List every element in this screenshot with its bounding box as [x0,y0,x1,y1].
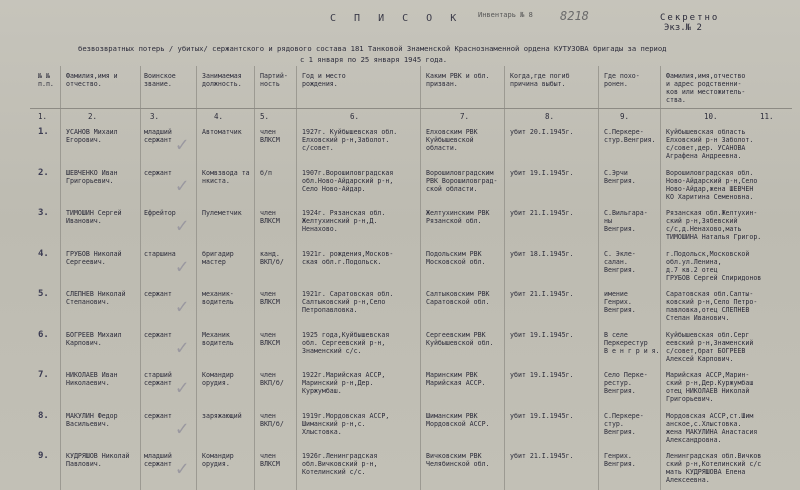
cell-rvk: Вичковским РВК Челябинской обл. [426,452,490,468]
cell-buried: С.Вильгара- ны Венгрия. [604,209,648,233]
cell-when: убит 19.I.1945г. [510,371,574,379]
table-row [0,128,800,172]
cell-kin: Саратовская обл.Салты- ковский р-н,Село Петро- павловка,отец СЛЕПНЕВ Степан Иванович. [666,290,758,322]
cell-rvk: Елховским РВК Куйбышевской области. [426,128,478,152]
cell-rank: младший сержант [144,128,172,144]
cell-party: член ВКП/б/ [260,411,284,428]
column-number: 3. [150,112,160,121]
cell-kin: Ленинградская обл.Вичков ский р-н,Котелинский с/с мать КУДРЯШОВА Елена Алексеевна. [666,452,762,484]
cell-rank: сержант [144,330,172,339]
cell-when: убит 21.I.1945г. [510,209,574,217]
inventory-stamp: Инвентарь № 8 [478,11,533,19]
cell-buried: Село Перке- рестур. Венгрия. [604,371,648,395]
cell-buried: С.Перкере- стур.Венгрия. [604,128,656,144]
checkmark-icon: ✓ [176,132,189,156]
cell-name: ШЕВЧЕНКО Иван Григорьевич. [66,168,118,185]
table-row [0,250,800,294]
cell-rvk: Шиманским РВК Мордовской АССР. [426,411,490,428]
cell-post: механик- водитель [202,290,234,306]
cell-n: 6. [38,329,49,340]
cell-kin: г.Подольск,Московской обл.ул.Ленина, д.7 кв.2 отец ГРУБОВ Сергей Спиридонов [666,249,762,282]
column-number: 10. [704,112,718,121]
column-number: 1. [38,112,48,121]
cell-n: 8. [38,410,49,421]
cell-born: 1926г.Ленинградская обл.Вичковский р-н, Котелинский с/с. [302,452,378,476]
cell-born: 1927г. Куйбышевская обл. Елховский р-н,Заболот. с/совет. [302,128,398,152]
column-header: Год и место рождения. [302,72,346,88]
cell-born: 1919г.Мордовская АССР, Шиманский р-н,с. Хлыстовка. [302,411,390,436]
cell-party: член ВКП/б/ [260,371,284,387]
cell-buried: Генрих. Венгрия. [604,452,636,468]
checkmark-icon: ✓ [176,415,189,440]
cell-rank: сержант [144,290,172,298]
cell-post: Пулеметчик [202,209,242,217]
cell-rvk: Подольским РВК Московской обл. [426,249,486,266]
column-header: Партий- ность [260,72,288,88]
column-header: Фамилия,имя и отчество. [66,72,118,88]
cell-rvk: Салтыковским РВК Саратовской обл. [426,290,490,306]
cell-rank: сержант [144,411,172,420]
column-header: Где похо- ронен. [604,72,640,88]
cell-rvk: Ворошиловградским РВК Ворошиловград- ской области. [426,168,498,193]
cell-party: канд. ВКП/б/ [260,249,284,266]
cell-kin: Марийская АССР,Марин- ский р-н,Дер.Куржумбаш отец НИКОЛАЕВ Николай Григорьевич. [666,371,754,403]
cell-n: 5. [38,289,49,299]
table-row [0,371,800,415]
table-row [0,209,800,253]
column-number: 8. [545,112,555,121]
column-number: 6. [350,112,360,121]
cell-born: 1907г.Ворошиловградская обл.Ново-Айдарский р-н, Село Ново-Айдар. [302,168,394,193]
handwritten-number: 8218 [560,9,589,23]
checkmark-icon: ✓ [176,294,189,318]
cell-rank: старшина [144,249,176,258]
cell-born: 1921г. Саратовская обл. Салтыковский р-н,Село Петропавловка. [302,290,394,314]
cell-rank: Ефрейтор [144,209,176,217]
cell-post: Автоматчик [202,128,242,136]
cell-n: 1. [38,127,49,137]
cell-name: НИКОЛАЕВ Иван Николаевич. [66,371,118,387]
cell-rank: старший сержант [144,371,172,387]
cell-kin: Куйбышевская область Елховский р-н Заболот. с/совет,дер. УСАНОВА Аграфена Андреевна. [666,128,754,160]
cell-born: 1922г.Марийская АССР, Маринский р-н,Дер. Куржумбаш. [302,371,386,395]
table-row [0,290,800,334]
table-row [0,169,800,213]
column-header: Занимаемая должность. [202,72,242,88]
cell-name: ТИМОШИН Сергей Иванович. [66,209,122,225]
cell-rank: младший сержант [144,452,172,468]
header-line-2: с 1 января по 25 января 1945 года. [300,55,448,64]
checkmark-icon: ✓ [176,172,189,197]
table-row [0,331,800,375]
cell-born: 1921г. рождения,Москов- ская обл.г.Подольск. [302,249,394,266]
copy-number: Экз.№ 2 [664,23,702,33]
cell-n: 7. [38,370,49,380]
cell-name: КУДРЯШОВ Николай Павлович. [66,452,130,468]
column-header: Каким РВК и обл. призван. [426,72,490,88]
cell-when: убит 21.I.1945г. [510,452,574,460]
header-divider [30,108,792,109]
cell-name: ГРУБОВ Николай Сергеевич. [66,249,122,266]
cell-kin: Куйбышевская обл.Серг еевский р-н,Знаменский с/совет,брат БОГРЕЕВ Алексей Карпович. [666,330,754,363]
cell-when: убит 19.I.1945г. [510,330,574,339]
cell-post: Комвзвода та нкиста. [202,168,250,185]
cell-when: убит 20.I.1945г. [510,128,574,136]
cell-post: Командир орудия. [202,452,234,468]
column-number: 9. [620,112,630,121]
cell-n: 3. [38,208,49,218]
cell-born: 1925 года,Куйбышевская обл. Сергеевский р-н, Знаменский с/с. [302,330,390,355]
cell-kin: Мордовская АССР,ст.Шим анское,с.Хлыстовка. жена МАКУЛИНА Анастасия Александровна. [666,411,758,444]
column-header: Воинское звание. [144,72,176,88]
cell-party: б/п [260,168,272,177]
cell-buried: В селе Перкерестур В е н г р и я. [604,330,660,355]
cell-rvk: Сергеевским РВК Куйбышевской обл. [426,330,494,347]
cell-party: член ВЛКСМ [260,290,280,306]
cell-kin: Рязанская обл.Желтухин- ский р-н,Зябевский с/с,д.Ненахово,мать ТИМОШИНА Наталья Григор. [666,209,762,241]
checkmark-icon: ✓ [176,456,189,480]
column-number: 2. [88,112,98,121]
cell-when: убит 19.I.1945г. [510,168,574,177]
cell-buried: С.Эрчи Венгрия. [604,168,636,185]
cell-party: член ВЛКСМ [260,209,280,225]
checkmark-icon: ✓ [176,375,189,399]
cell-kin: Ворошиловградская обл. Ново-Айдарский р-н,Село Ново-Айдар,жена ШЕВЧЕН КО Харитина Семеновна. [666,168,758,201]
cell-name: СЛЕПНЕВ Николай Степанович. [66,290,126,306]
cell-born: 1924г. Рязанская обл. Желтухинский р-н,Д. Ненахово. [302,209,386,233]
cell-post: Механик водитель [202,330,234,347]
table-row [0,412,800,456]
secret-label: Секретно [660,13,720,23]
document-title: С П И С О К [330,13,463,24]
cell-post: заряжающий [202,411,242,420]
cell-n: 4. [38,248,49,259]
cell-when: убит 21.I.1945г. [510,290,574,298]
cell-party: член ВЛКСМ [260,330,280,347]
header-line-1: безвозвратных потерь / убитых/ сержантского и рядового состава 181 Танковой Знаменской Краснознаменной ордена КУТУЗОВА бригады за период [78,44,667,53]
table-row [0,452,800,490]
cell-n: 2. [38,167,49,178]
column-number: 5. [260,112,270,121]
column-header: Фамилия,имя,отчество и адрес родственни- ков или местожитель- ства. [666,72,746,104]
cell-buried: имение Генрих. Венгрия. [604,290,636,314]
cell-rvk: Маринским РВК Марийская АССР. [426,371,486,387]
cell-name: БОГРЕЕВ Михаил Карпович. [66,330,122,347]
cell-party: член ВЛКСМ [260,128,280,144]
cell-buried: С.Перкере- стур. Венгрия. [604,411,644,436]
cell-rank: сержант [144,168,172,177]
cell-name: МАКУЛИН Федор Васильевич. [66,411,118,428]
cell-post: Командир орудия. [202,371,234,387]
cell-when: убит 18.I.1945г. [510,249,574,258]
column-header: № № п.п. [38,72,54,88]
cell-when: убит 19.I.1945г. [510,411,574,420]
column-number: 7. [460,112,470,121]
checkmark-icon: ✓ [176,253,189,278]
cell-rvk: Желтухинским РВК Рязанской обл. [426,209,490,225]
column-number: 4. [214,112,224,121]
column-number: 11. [760,112,774,121]
cell-party: член ВЛКСМ [260,452,280,468]
checkmark-icon: ✓ [176,213,189,237]
cell-post: бригадир мастер [202,249,234,266]
column-header: Когда,где погиб причина выбыт. [510,72,570,88]
checkmark-icon: ✓ [176,334,189,359]
cell-n: 9. [38,451,49,461]
cell-name: УСАНОВ Михаил Егорович. [66,128,118,144]
cell-buried: С. Эклe- салан. Венгрия. [604,249,636,274]
